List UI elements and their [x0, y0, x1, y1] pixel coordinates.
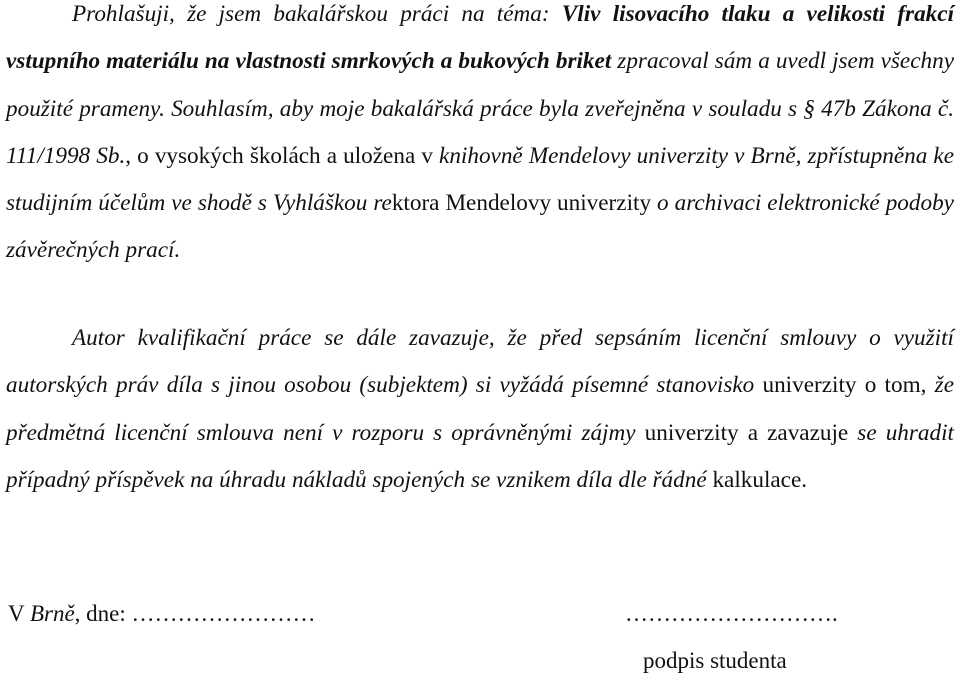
place-city: Brně	[29, 601, 75, 626]
date-dots: ……………………	[131, 601, 316, 626]
declaration-paragraph-1	[6, 0, 954, 275]
thesis-title: Vliv lisovacího tlaku a velikosti frakcí vstupního materiálu na vlastnosti smrkových a bukových briket	[6, 1, 955, 75]
place-date-line	[8, 601, 316, 627]
declaration-text: se uhradit případný příspěvek na úhradu nákladů spojených se vznikem díla dle řádné	[6, 419, 954, 493]
declaration-text: knihovně Mendelovy univerzity v Brně, zpřístupněna ke studijním účelům ve shodě s Vyhláškou re	[6, 142, 955, 217]
declaration-paragraph-2	[6, 315, 954, 504]
declaration-text: Autor kvalifikační práce se dále zavazuje, že před sepsáním licenční smlouvy o využití autorských práv díla s jinou osobou (subjektem) si vyžádá písemné stanovisko	[6, 325, 954, 399]
declaration-text: , o vysokých školách a uložena v	[125, 142, 440, 169]
declaration-text: ktora Mendelovy univerzity	[391, 190, 652, 217]
declaration-text: o archivaci elektronické podoby závěrečných prací.	[6, 190, 954, 264]
declaration-text: Prohlašuji, že jsem bakalářskou práci na téma:	[72, 1, 562, 27]
date-label: , dne:	[74, 601, 132, 626]
place-prefix: V	[8, 601, 30, 626]
declaration-text: zpracoval sám a uvedl jsem všechny použité prameny. Souhlasím, aby moje bakalářská práce byla zveřejněna v souladu s § 47b Zákona č. 111/1998 Sb.	[6, 48, 954, 169]
declaration-text: univerzity o tom	[762, 372, 921, 399]
declaration-text: , že předmětná licenční smlouva není v rozporu s oprávněnými zájmy	[6, 372, 954, 446]
declaration-text: univerzity a zavazuje	[644, 419, 849, 446]
signature-label: podpis studenta	[643, 648, 787, 673]
signature-line: ……………………….	[625, 601, 838, 626]
declaration-text: kalkulace.	[712, 466, 808, 493]
